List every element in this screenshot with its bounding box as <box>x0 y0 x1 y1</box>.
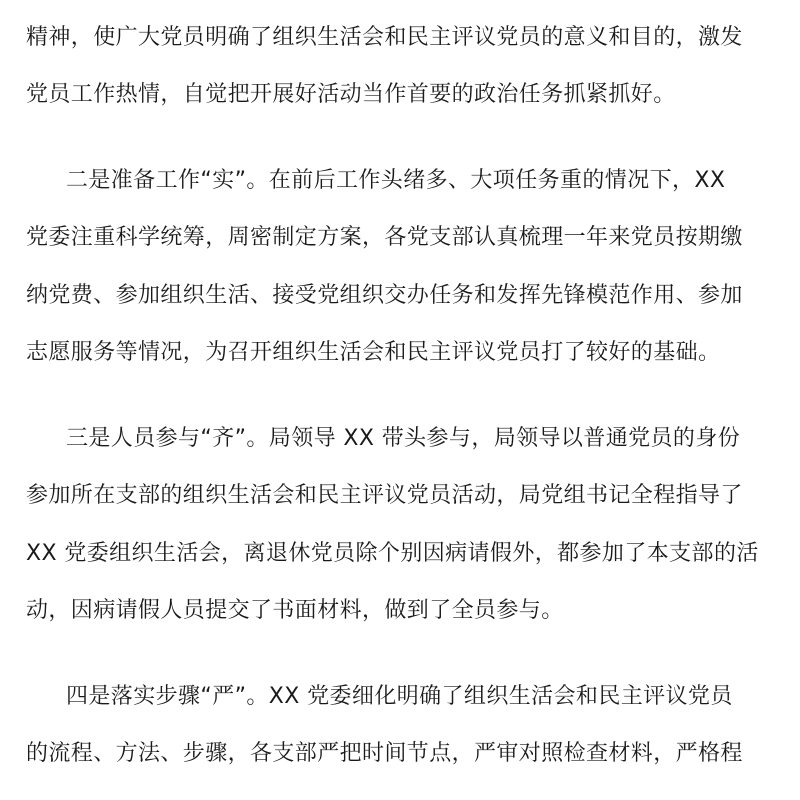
paragraph-3-line-2: 参加所在支部的组织生活会和民主评议党员活动，局党组书记全程指导了 <box>26 483 743 508</box>
paragraph-2-line-3: 纳党费、参加组织生活、接受党组织交办任务和发挥先锋模范作用、参加 <box>26 283 743 308</box>
paragraph-2-line-2: 党委注重科学统筹，周密制定方案，各党支部认真梳理一年来党员按期缴 <box>26 225 743 250</box>
paragraph-3-line-4: 动，因病请假人员提交了书面材料，做到了全员参与。 <box>26 598 564 623</box>
paragraph-3-line-3: XX 党委组织生活会，离退休党员除个别因病请假外，都参加了本支部的活 <box>26 541 759 566</box>
paragraph-3-line-1: 三是人员参与“齐”。局领导 XX 带头参与，局领导以普通党员的身份 <box>66 426 741 451</box>
paragraph-2-line-1: 二是准备工作“实”。在前后工作头绪多、大项任务重的情况下，XX <box>66 168 726 193</box>
paragraph-4-line-1: 四是落实步骤“严”。XX 党委细化明确了组织生活会和民主评议党员 <box>66 684 733 709</box>
paragraph-1-line-1: 精神，使广大党员明确了组织生活会和民主评议党员的意义和目的，激发 <box>26 25 743 50</box>
paragraph-1-line-2: 党员工作热情，自觉把开展好活动当作首要的政治任务抓紧抓好。 <box>26 82 676 107</box>
paragraph-4-line-2: 的流程、方法、步骤，各支部严把时间节点，严审对照检查材料，严格程 <box>26 741 743 766</box>
paragraph-2-line-4: 志愿服务等情况，为召开组织生活会和民主评议党员打了较好的基础。 <box>26 340 721 365</box>
